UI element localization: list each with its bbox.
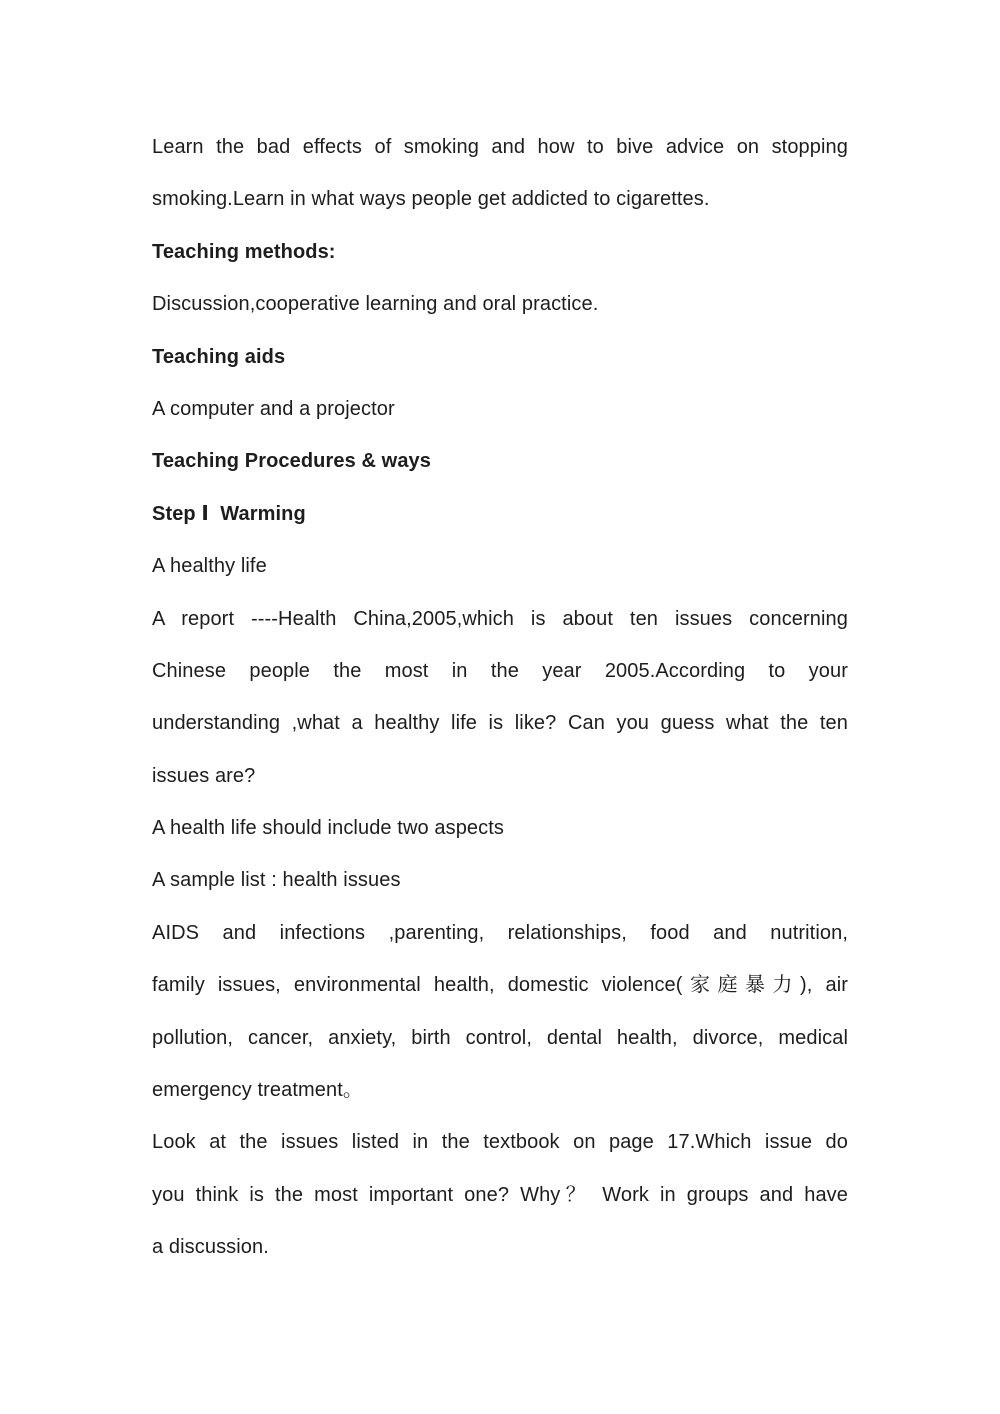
text-line: AIDS and infections ,parenting, relationships, food and nutrition, (152, 921, 848, 944)
text-line: Learn the bad effects of smoking and how to bive advice on stopping (152, 136, 848, 158)
text-line: Discussion,cooperative learning and oral practice. (152, 293, 599, 316)
text-line: A computer and a projector (152, 397, 395, 420)
paragraph (152, 593, 848, 803)
text-line: A health life should include two aspects (152, 817, 504, 840)
text-line: A report ----Health China,2005,which is about ten issues concerning (152, 607, 848, 630)
text-line: smoking.Learn in what ways people get addicted to cigarettes. (152, 188, 710, 211)
document-text-block (152, 121, 848, 1274)
text-line: Look at the issues listed in the textbook on page 17.Which issue do (152, 1131, 848, 1154)
heading-step-1-warming: Step Ⅰ Warming (152, 502, 306, 525)
text-line: family issues, environmental health, domestic violence(家庭暴力), air (152, 974, 848, 997)
text-line: you think is the most important one? Why？ Work in groups and have (152, 1183, 848, 1206)
paragraph (152, 331, 848, 383)
heading-teaching-methods: Teaching methods: (152, 240, 336, 263)
paragraph (152, 1116, 848, 1273)
heading-teaching-procedures: Teaching Procedures & ways (152, 450, 431, 473)
paragraph (152, 121, 848, 226)
text-line: A healthy life (152, 555, 267, 578)
text-line: Chinese people the most in the year 2005.According to your (152, 659, 848, 682)
paragraph (152, 383, 848, 435)
paragraph (152, 488, 848, 540)
heading-teaching-aids: Teaching aids (152, 345, 286, 368)
paragraph (152, 278, 848, 330)
paragraph (152, 854, 848, 906)
text-line: a discussion. (152, 1236, 269, 1259)
paragraph (152, 540, 848, 592)
paragraph (152, 802, 848, 854)
text-line: pollution, cancer, anxiety, birth control, dental health, divorce, medical (152, 1026, 848, 1049)
paragraph (152, 226, 848, 278)
paragraph (152, 907, 848, 1117)
text-line: emergency treatment。 (152, 1079, 363, 1102)
paragraph (152, 435, 848, 487)
text-line: A sample list : health issues (152, 869, 401, 892)
text-line: issues are? (152, 764, 256, 787)
text-line: understanding ,what a healthy life is like? Can you guess what the ten (152, 712, 848, 735)
